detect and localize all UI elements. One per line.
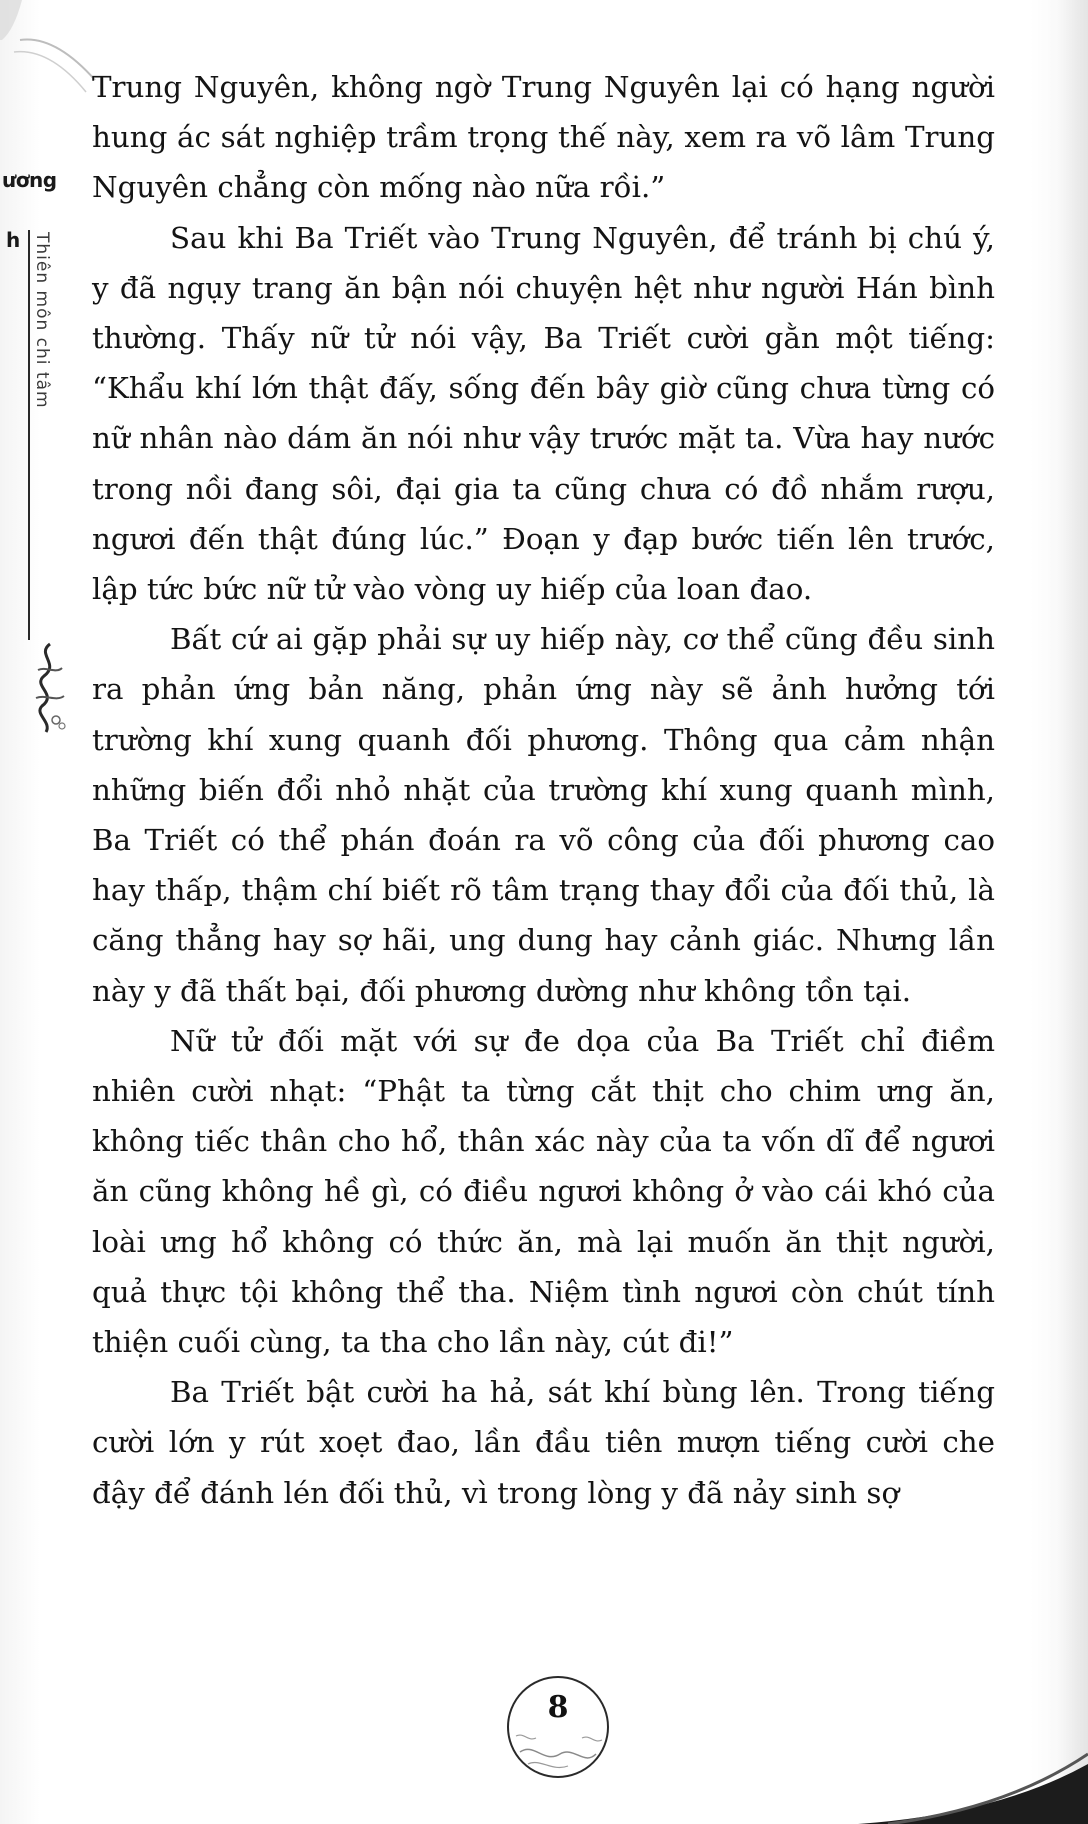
side-tab-rule (28, 230, 30, 640)
paragraph: Trung Nguyên, không ngờ Trung Nguyên lại có hạng người hung ác sát nghiệp trầm trọng thế này, xem ra võ lâm Trung Nguyên chẳng còn mống nào nữa rồi.” (92, 70, 995, 205)
paragraph: Bất cứ ai gặp phải sự uy hiếp này, cơ thể cũng đều sinh ra phản ứng bản năng, phản ứng này sẽ ảnh hưởng tới trường khí xung quanh đối phương. Thông qua cảm nhận những biến đổi nhỏ nhặt của trường khí xung quanh mình, Ba Triết có thể phán đoán ra võ công của đối phương cao hay thấp, thậm chí biết rõ tâm trạng thay đổi của đối thủ, là căng thẳng hay sợ hãi, ung dung hay cảnh giác. Nhưng lần này y đã thất bại, đối phương dường như không tồn tại. (92, 622, 995, 1008)
side-tab-fragment: ương (2, 168, 57, 192)
page-curl-shadow (858, 1744, 1088, 1824)
running-side-tab (0, 150, 70, 600)
page-number-badge (498, 1672, 618, 1782)
page-number: 8 (547, 1690, 569, 1725)
dragon-ornament-icon (30, 640, 68, 735)
scan-edge-shadow-right (1058, 0, 1088, 1824)
paragraph: Sau khi Ba Triết vào Trung Nguyên, để tránh bị chú ý, y đã ngụy trang ăn bận nói chuyện hệt như người Hán bình thường. Thấy nữ tử nói vậy, Ba Triết cười gằn một tiếng: “Khẩu khí lớn thật đấy, sống đến bây giờ cũng chưa từng có nữ nhân nào dám ăn nói như vậy trước mặt ta. Vừa hay nước trong nồi đang sôi, đại gia ta cũng chưa có đồ nhắm rượu, ngươi đến thật đúng lúc.” Đoạn y đạp bước tiến lên trước, lập tức bức nữ tử vào vòng uy hiếp của loan đao. (92, 220, 995, 607)
running-book-title: Thiên môn chi tâm (32, 232, 52, 409)
side-tab-fragment: h (6, 228, 21, 252)
paragraph: Ba Triết bật cười ha hả, sát khí bùng lên. Trong tiếng cười lớn y rút xoẹt đao, lần đầu tiên mượn tiếng cười che đậy để đánh lén đối thủ, vì trong lòng y đã nảy sinh sợ (92, 1375, 995, 1510)
page-number-ornament (498, 1672, 618, 1782)
paragraph: Nữ tử đối mặt với sự đe dọa của Ba Triết chỉ điềm nhiên cười nhạt: “Phật ta từng cắt thịt cho chim ưng ăn, không tiếc thân cho hổ, thân xác này của ta vốn dĩ để ngươi ăn cũng không hề gì, có điều ngươi không ở vào cái khó của loài ưng hổ không có thức ăn, mà lại muốn ăn thịt người, quả thực tội không thể tha. Niệm tình ngươi còn chút tính thiện cuối cùng, ta tha cho lần này, cút đi!” (92, 1023, 995, 1360)
body-text (92, 62, 995, 1518)
